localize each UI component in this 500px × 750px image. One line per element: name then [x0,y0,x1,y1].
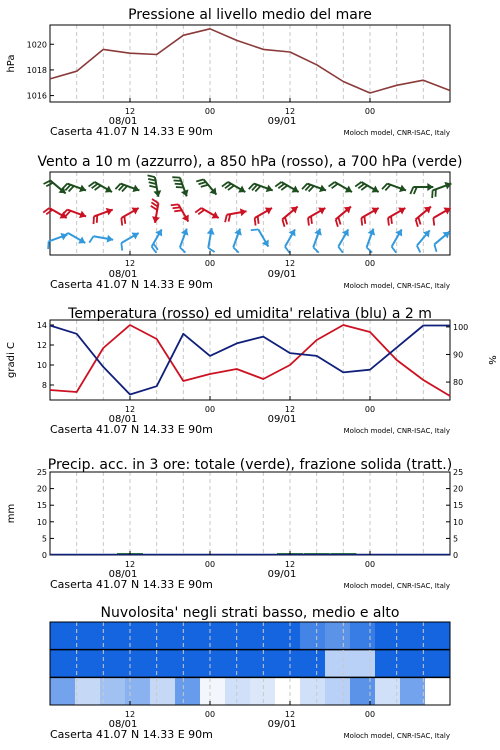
cloud-cell [250,650,276,678]
cloud-cell [150,677,176,705]
x-tick-label: 00 [204,259,216,268]
barb-flag [196,179,203,181]
x-tick-label: 00 [364,259,376,268]
cloud-cell [325,677,351,705]
y-axis-label: mm [6,503,17,524]
cloud-cell [250,622,276,650]
wind-barb [62,184,86,193]
cloud-cell [400,677,426,705]
model-label: Moloch model, CNR-ISAC, Italy [343,129,450,137]
barb-flag [121,243,122,251]
barb-flag [410,187,413,194]
wind-barb [195,208,218,218]
wind-barb [367,229,376,253]
barb-flag [313,247,319,252]
y-axis-label-right: % [486,355,497,365]
barb-flag [173,207,181,208]
wind-barb [329,182,352,192]
wind-barb [62,233,85,243]
cloud-cell [200,622,226,650]
cloud-cell [225,650,251,678]
cloud-cell [50,650,76,678]
wind-barb [434,232,449,252]
wind-barb [249,184,273,193]
cloud-cell [75,677,101,705]
cloud-cell [275,622,301,650]
y-tick-label: 10 [36,361,47,370]
wind-barb [44,181,66,194]
wind-barb [171,204,189,221]
cloud-cell [225,677,251,705]
y-tick-label: 25 [36,468,47,477]
barb-flag [44,181,51,184]
barb-flag [433,218,434,226]
wind-barb [410,183,433,194]
cloud-cell [50,622,76,650]
cloud-cell [125,677,151,705]
y-tick-label: 0 [41,551,47,560]
barb-flag [201,185,208,187]
wind-barb [313,229,322,253]
cloud-cell [400,622,426,650]
barb-flag [282,219,284,226]
cloud-cell [350,622,376,650]
date-label: 09/01 [267,116,297,127]
cloud-cell [425,677,451,705]
date-label: 08/01 [108,269,138,280]
chart-title: Pressione al livello medio del mare [128,7,372,23]
y-tick-label: 12 [36,341,47,350]
wind-barb [222,182,245,192]
location-label: Caserta 41.07 N 14.33 E 90m [50,578,213,591]
cloud-cell [225,622,251,650]
barb-flag [285,247,290,253]
y-tick-label: 14 [36,321,47,330]
barb-flag [418,217,420,224]
x-tick-label: 00 [364,710,376,719]
x-tick-label: 00 [364,405,376,414]
wind-barb [275,182,298,192]
date-label: 08/01 [108,719,138,730]
barb-flag [416,219,418,226]
pressure-line [50,29,450,93]
x-tick-label: 00 [364,560,376,569]
y-tick-label: 8 [41,381,47,390]
wind-barb [432,182,451,198]
wind-barb [233,229,242,253]
cloud-cell [275,677,301,705]
cloud-cell [350,650,376,678]
x-tick-label: 00 [204,560,216,569]
cloud-cell [350,677,376,705]
barb-flag [251,229,259,230]
chart-title: Precip. acc. in 3 ore: totale (verde), frazione solida (tratt.) [47,457,453,473]
wind-barb [251,229,269,246]
wind-barb [89,182,112,192]
y-tick-label: 1018 [26,65,47,75]
barb-flag [225,215,227,222]
barb-flag [361,218,362,226]
x-tick-label: 12 [284,107,296,116]
barb-flag [336,219,338,226]
cloud-cell [200,650,226,678]
barb-flag [311,216,312,224]
barb-flag [89,236,93,242]
x-tick-label: 12 [284,710,296,719]
x-tick-label: 00 [364,107,376,116]
y-axis-label: gradi C [6,342,17,378]
date-label: 09/01 [267,269,297,280]
location-label: Caserta 41.07 N 14.33 E 90m [50,423,213,436]
barb-flag [392,247,397,253]
cloud-cell [200,677,226,705]
model-label: Moloch model, CNR-ISAC, Italy [343,582,450,590]
x-tick-label: 12 [124,560,136,569]
wind-barb [433,208,450,226]
chart-title: Vento a 10 m (azzurro), a 850 hPa (rosso), a 700 hPa (verde) [37,154,463,170]
y-tick-label-right: 5 [453,534,459,544]
y-tick-label: 5 [41,534,47,544]
plot-frame [50,320,450,400]
y-tick-label-right: 20 [453,484,464,494]
cloud-cell [50,677,76,705]
barb-flag [364,216,365,224]
wind-barb [196,179,216,194]
x-tick-label: 00 [204,107,216,116]
cloud-cell [300,677,326,705]
cloud-cell [175,650,201,678]
cloud-cell [250,677,276,705]
cloud-cell [425,650,451,678]
model-label: Moloch model, CNR-ISAC, Italy [343,282,450,290]
x-tick-label: 12 [124,710,136,719]
location-label: Caserta 41.07 N 14.33 E 90m [50,278,213,291]
x-tick-label: 12 [284,259,296,268]
temperature-line [50,325,450,396]
y-tick-label: 10 [36,517,47,527]
barb-flag [258,216,259,224]
barb-flag [367,247,373,252]
y-tick-label-right: 100 [453,322,469,332]
x-tick-label: 12 [124,107,136,116]
cloud-cell [175,677,201,705]
barb-flag [208,248,214,252]
cloud-cell [325,650,351,678]
date-label: 08/01 [108,414,138,425]
barb-flag [434,244,436,251]
date-label: 09/01 [267,414,297,425]
y-axis-label: hPa [6,54,17,73]
date-label: 08/01 [108,569,138,580]
barb-flag [391,216,392,224]
date-label: 09/01 [267,569,297,580]
x-tick-label: 00 [204,405,216,414]
wind-barb [382,184,406,193]
plot-frame [50,25,450,102]
location-label: Caserta 41.07 N 14.33 E 90m [50,728,213,741]
barb-flag [121,218,122,226]
barb-flag [233,247,239,252]
y-tick-label-right: 10 [453,517,464,527]
cloud-cell [400,650,426,678]
cloud-cell [425,622,451,650]
date-label: 09/01 [267,719,297,730]
humidity-line [50,326,450,395]
y-tick-label-right: 15 [453,501,464,511]
barb-flag [388,218,389,226]
wind-barb [355,182,378,192]
x-tick-label: 12 [284,405,296,414]
date-label: 08/01 [108,116,138,127]
barb-flag [199,182,206,184]
x-tick-label: 00 [204,710,216,719]
y-tick-label: 15 [36,501,47,511]
x-tick-label: 12 [124,405,136,414]
wind-barb [172,177,188,196]
y-tick-label-right: 90 [453,350,464,360]
wind-barb [207,228,215,252]
cloud-cell [325,622,351,650]
wind-barb [152,229,162,252]
barb-flag [414,187,417,194]
cloud-cell [275,650,301,678]
barb-flag [124,216,125,224]
wind-barb [302,184,326,193]
cloud-cell [175,622,201,650]
x-tick-label: 12 [284,560,296,569]
cloud-cell [125,622,151,650]
model-label: Moloch model, CNR-ISAC, Italy [343,427,450,435]
barb-flag [285,217,287,224]
cloud-cell [150,622,176,650]
y-tick-label: 1016 [26,91,47,101]
barb-flag [174,210,182,211]
cloud-cell [75,650,101,678]
y-tick-label: 20 [36,484,47,494]
barb-flag [255,218,256,226]
x-tick-label: 12 [124,259,136,268]
barb-flag [171,204,179,205]
y-tick-label-right: 80 [453,378,464,388]
wind-barb [180,229,189,253]
wind-barb [225,208,246,222]
cloud-cell [75,622,101,650]
barb-flag [308,218,309,226]
cloud-cell [300,622,326,650]
y-tick-label-right: 25 [453,468,464,477]
model-label: Moloch model, CNR-ISAC, Italy [343,732,450,740]
y-tick-label-right: 0 [453,551,459,560]
chart-title: Temperatura (rosso) ed umidita' relativa (blu) a 2 m [68,306,432,322]
wind-barb [89,235,113,243]
barb-flag [338,247,343,253]
barb-flag [180,247,186,252]
barb-flag [148,175,155,177]
cloud-cell [300,650,326,678]
y-tick-label: 1020 [26,40,47,50]
wind-barb [115,184,139,193]
chart-title: Nuvolosita' negli strati basso, medio e alto [100,605,400,621]
wind-barb [148,175,162,196]
barb-flag [417,246,420,253]
location-label: Caserta 41.07 N 14.33 E 90m [50,125,213,138]
cloud-cell [150,650,176,678]
barb-flag [338,217,340,224]
cloud-cell [125,650,151,678]
wind-barb [151,199,160,223]
plot-frame [50,472,450,555]
